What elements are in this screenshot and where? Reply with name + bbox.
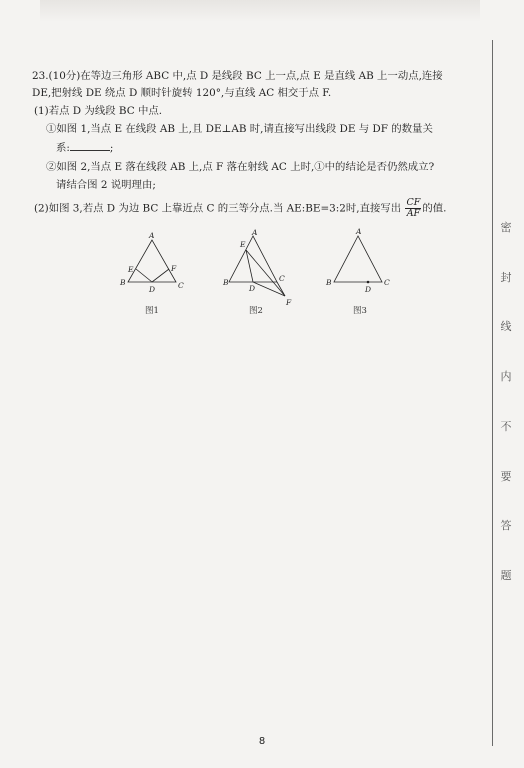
- label-f: F: [286, 298, 292, 307]
- question-2-line-1: [46, 159, 434, 176]
- stem-line-2: [32, 85, 331, 102]
- figure-2-caption: 图2: [249, 306, 263, 316]
- q2-text-2: 请结合图 2 说明理由;: [56, 179, 156, 191]
- binding-char: 内: [500, 370, 512, 384]
- page-number: 8: [258, 736, 266, 747]
- segment-df: [152, 269, 169, 282]
- q1-text-2-suffix: ;: [109, 142, 114, 154]
- stem-line-1: [32, 68, 443, 85]
- part2-line: [34, 198, 446, 219]
- triangle-abc: [229, 236, 277, 282]
- label-f: F: [171, 264, 177, 273]
- segment-df: [253, 282, 285, 296]
- q1-text-1: ①如图 1,当点 E 在线段 AB 上,且 DE⊥AB 时,请直接写出线段 DE 与 DF 的数量关: [46, 123, 433, 135]
- label-b: B: [326, 278, 332, 287]
- binding-margin-text: [493, 222, 519, 582]
- figure-2: [218, 228, 298, 316]
- label-e: E: [240, 240, 246, 249]
- label-e: E: [128, 265, 134, 274]
- label-c: C: [384, 278, 390, 287]
- question-1-line-1: [46, 121, 433, 138]
- part1-intro: [34, 103, 162, 120]
- label-b: B: [223, 278, 229, 287]
- label-d: D: [249, 284, 256, 293]
- label-a: A: [356, 228, 362, 236]
- q1-text-2-prefix: 系:: [56, 142, 70, 154]
- part2-prefix: (2)如图 3,若点 D 为边 BC 上靠近点 C 的三等分点.当 AE:BE=3:2时,直接写出: [34, 202, 402, 215]
- binding-char: 题: [500, 568, 512, 582]
- label-a: A: [252, 228, 258, 237]
- fraction-numerator: CF: [406, 197, 421, 208]
- scan-shadow: [40, 0, 480, 22]
- label-a: A: [149, 231, 155, 240]
- fraction-cf-af: [405, 198, 421, 219]
- binding-char: 线: [500, 320, 512, 334]
- label-c: C: [178, 281, 184, 290]
- stem-text-1: 在等边三角形 ABC 中,点 D 是线段 BC 上一点,点 E 是直线 AB 上一动点,连接: [80, 70, 443, 82]
- part1-intro-text: (1)若点 D 为线段 BC 中点.: [34, 105, 163, 117]
- figure-1-diagram: [115, 230, 195, 300]
- point-d: [367, 281, 370, 284]
- label-d: D: [365, 285, 372, 294]
- segment-de: [136, 269, 152, 282]
- triangle-abc: [128, 240, 176, 282]
- answer-blank[interactable]: [70, 139, 110, 151]
- stem-text-2: DE,把射线 DE 绕点 D 顺时针旋转 120°,与直线 AC 相交于点 F.: [32, 87, 332, 99]
- q2-text-1: ②如图 2,当点 E 落在线段 AB 上,点 F 落在射线 AC 上时,①中的结论是否仍然成立?: [46, 161, 435, 173]
- label-d: D: [149, 285, 156, 294]
- triangle-abc: [334, 236, 382, 282]
- fraction-denominator: AF: [406, 208, 421, 219]
- problem-score: (10分): [48, 70, 81, 82]
- figure-3: [318, 228, 398, 316]
- problem-number: 23.: [32, 70, 49, 82]
- binding-char: 密: [500, 221, 512, 234]
- figure-3-caption: 图3: [353, 306, 367, 316]
- figure-3-diagram: [318, 228, 398, 298]
- segment-de: [246, 250, 253, 282]
- part2-suffix: 的值.: [422, 202, 447, 215]
- label-b: B: [120, 278, 126, 287]
- binding-char: 不: [500, 419, 512, 433]
- question-2-line-2: [56, 177, 156, 194]
- label-c: C: [279, 274, 285, 283]
- figure-1: [115, 230, 195, 316]
- binding-char: 封: [500, 270, 512, 284]
- question-1-line-2: [56, 139, 113, 157]
- figure-2-diagram: [218, 228, 298, 310]
- binding-char: 答: [500, 519, 512, 533]
- figure-1-caption: 图1: [145, 306, 159, 316]
- binding-char: 要: [500, 469, 512, 483]
